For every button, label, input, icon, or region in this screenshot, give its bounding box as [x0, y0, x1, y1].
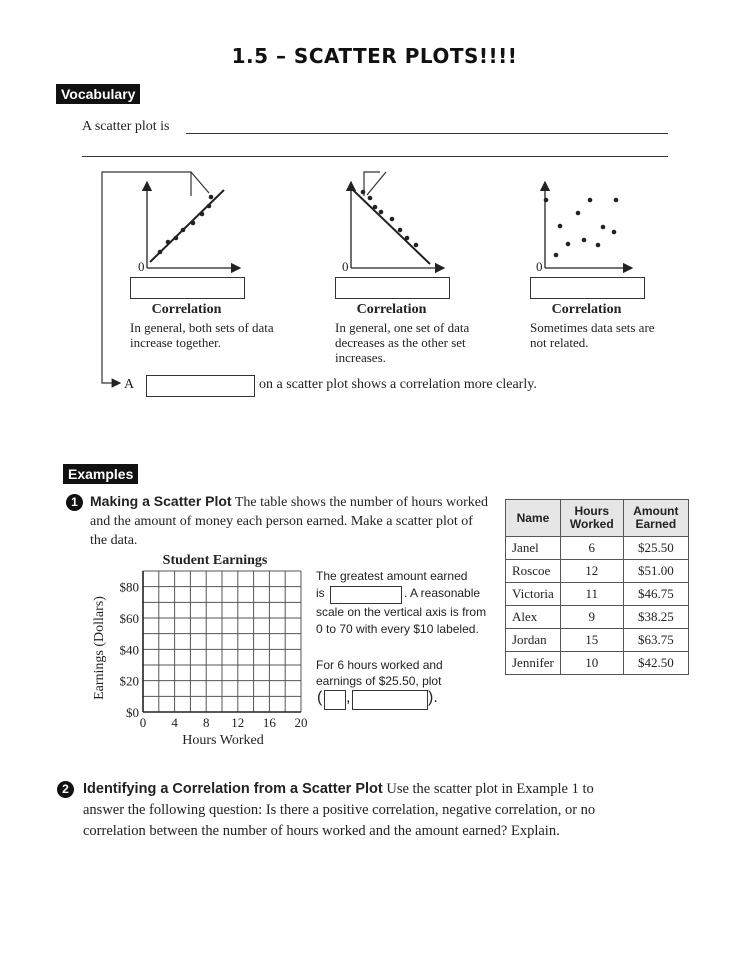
- graph3-description: Sometimes data sets are not related.: [530, 320, 655, 350]
- graph3-label: Correlation: [551, 302, 622, 317]
- y-tick-label: $80: [119, 579, 139, 595]
- example1-number: 1: [66, 494, 83, 511]
- cell-amount: $51.00: [623, 560, 688, 583]
- note2-line-a: For 6 hours worked and: [316, 658, 443, 672]
- example2-text: Use the scatter plot in Example 1 to answer the following question: Is there a positive correlation, negative correlation, or no correlation between the number of hours worked and the amount earned? Explain.: [83, 781, 596, 839]
- y-tick-label: $20: [119, 673, 139, 689]
- greatest-amount-answer-box[interactable]: [330, 586, 402, 604]
- cell-hours: 15: [560, 629, 623, 652]
- cell-amount: $46.75: [623, 583, 688, 606]
- cell-hours: 10: [560, 652, 623, 675]
- graph1-description: In general, both sets of data increase together.: [130, 320, 274, 350]
- note2: [316, 657, 443, 689]
- note1-line-d: scale on the vertical axis is from: [316, 605, 487, 619]
- paren-open: (: [317, 689, 323, 706]
- trend-line-prefix: A: [124, 377, 135, 392]
- cell-name: Victoria: [506, 583, 561, 606]
- x-tick-label: 8: [202, 715, 210, 730]
- cell-amount: $63.75: [623, 629, 688, 652]
- cell-amount: $42.50: [623, 652, 688, 675]
- x-tick-label: 12: [231, 715, 245, 730]
- example2-heading: Identifying a Correlation from a Scatter Plot: [83, 781, 383, 797]
- graph3-zero: 0: [536, 259, 543, 274]
- graph2-label: Correlation: [356, 302, 427, 317]
- example1-heading: Making a Scatter Plot: [90, 493, 232, 509]
- cell-name: Alex: [506, 606, 561, 629]
- x-tick-label: 16: [262, 715, 276, 730]
- y-tick-label: $0: [126, 705, 139, 720]
- x-tick-label: 20: [294, 715, 308, 730]
- cell-hours: 12: [560, 560, 623, 583]
- graph2-zero: 0: [342, 259, 349, 274]
- cell-amount: $25.50: [623, 537, 688, 560]
- page-title: 1.5 – SCATTER PLOTS!!!!: [231, 44, 518, 68]
- graph1-zero: 0: [138, 259, 145, 274]
- chart-ylabel: Earnings (Dollars): [92, 596, 107, 700]
- y-tick-label: $40: [119, 642, 139, 658]
- cell-amount: $38.25: [623, 606, 688, 629]
- cell-hours: 11: [560, 583, 623, 606]
- point-y-answer-box[interactable]: [352, 690, 428, 710]
- note1-line-b: is: [316, 586, 325, 600]
- example2-number: 2: [57, 781, 74, 798]
- trend-line-suffix: on a scatter plot shows a correlation more clearly.: [259, 377, 537, 392]
- example2-text-block: [83, 779, 603, 842]
- chart-xlabel: Hours Worked: [182, 733, 264, 748]
- note1-line-e: 0 to 70 with every $10 labeled.: [316, 622, 479, 636]
- cell-hours: 6: [560, 537, 623, 560]
- cell-name: Jennifer: [506, 652, 561, 675]
- examples-tag: Examples: [63, 464, 138, 484]
- paren-close: ).: [428, 689, 438, 706]
- example1-text: The table shows the number of hours worked and the amount of money each person earned. Make a scatter plot of the data.: [90, 495, 488, 548]
- header-amount: Amount Earned: [623, 500, 688, 537]
- x-tick-label: 4: [171, 715, 178, 730]
- note2-line-b: earnings of $25.50, plot: [316, 674, 442, 688]
- note1-line-a: The greatest amount earned: [316, 569, 468, 583]
- header-name: Name: [506, 500, 561, 537]
- header-hours: Hours Worked: [560, 500, 623, 537]
- scatter-plot-prompt: A scatter plot is: [82, 119, 170, 134]
- graph2-description: In general, one set of data decreases as the other set increases.: [335, 320, 470, 365]
- chart-title: Student Earnings: [162, 553, 268, 568]
- graph1-label: Correlation: [151, 302, 222, 317]
- point-x-answer-box[interactable]: [324, 690, 346, 710]
- x-tick-label: 0: [139, 715, 147, 730]
- y-tick-label: $60: [119, 611, 139, 626]
- note1-line-c: . A reasonable: [404, 586, 481, 600]
- cell-hours: 9: [560, 606, 623, 629]
- cell-name: Janel: [506, 537, 561, 560]
- note1: [316, 568, 496, 638]
- cell-name: Roscoe: [506, 560, 561, 583]
- cell-name: Jordan: [506, 629, 561, 652]
- comma: ,: [346, 689, 351, 706]
- vocabulary-tag: Vocabulary: [56, 84, 140, 104]
